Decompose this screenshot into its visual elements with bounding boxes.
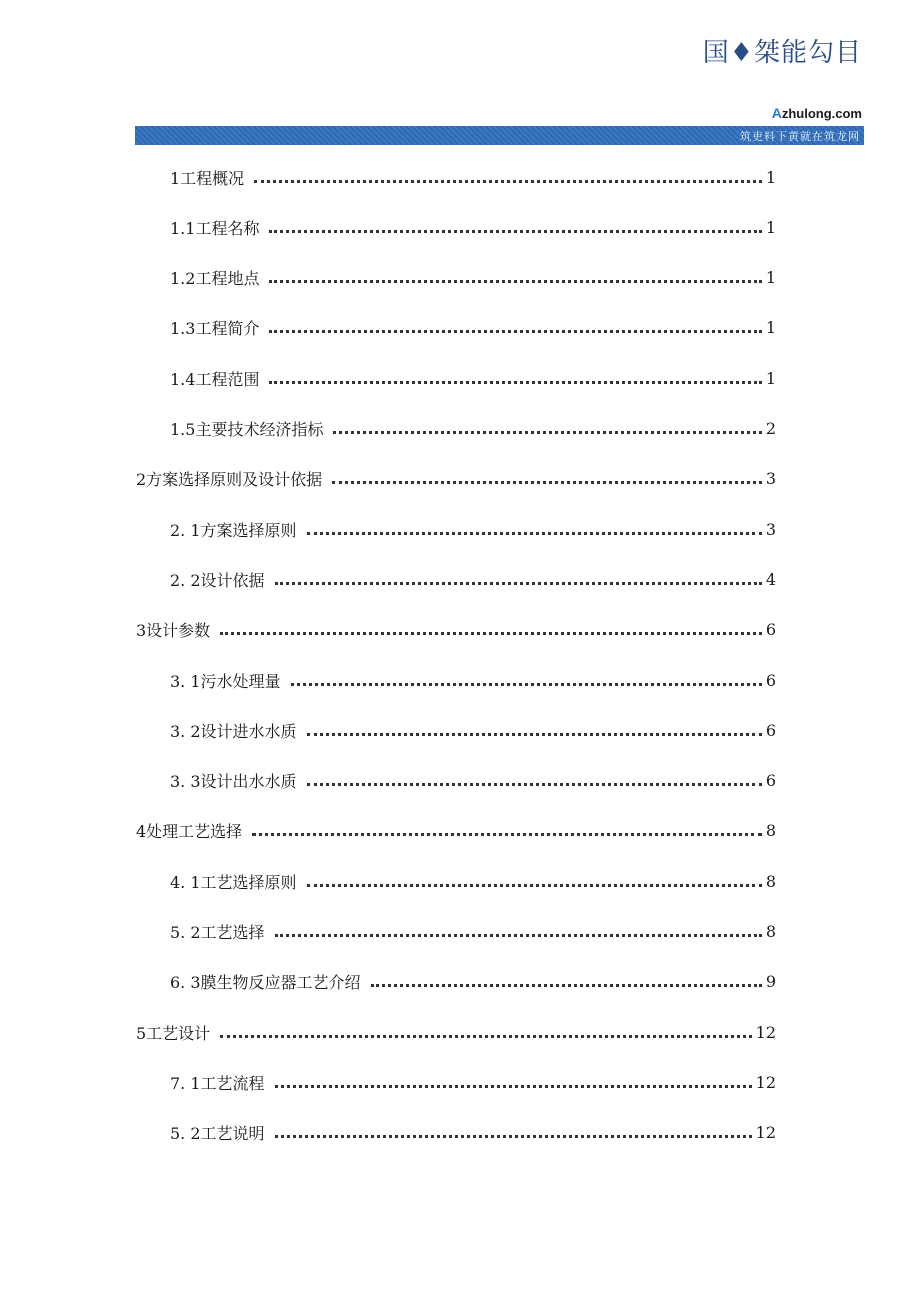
toc-entry[interactable]: [170, 766, 776, 796]
toc-entry[interactable]: [170, 263, 776, 293]
toc-entry-title: 4处理工艺选择: [136, 822, 243, 842]
toc-entry-page-number: 12: [755, 1022, 776, 1042]
toc-entry-page-number: 6: [765, 620, 776, 640]
toc-entry-page-number: 1: [765, 268, 776, 288]
toc-entry-title: 1工程概况: [170, 168, 245, 188]
toc-entry[interactable]: [170, 1067, 776, 1097]
toc-entry-page-number: 1: [765, 217, 776, 237]
toc-entry[interactable]: [136, 615, 776, 645]
toc-dot-leader: [291, 681, 762, 686]
toc-entry[interactable]: [170, 313, 776, 343]
toc-entry-title: 3. 1污水处理量: [170, 671, 281, 691]
toc-entry[interactable]: [136, 1017, 776, 1047]
toc-dot-leader: [275, 1133, 752, 1138]
toc-entry[interactable]: [170, 665, 776, 695]
toc-dot-leader: [254, 178, 762, 183]
toc-entry[interactable]: [170, 212, 776, 242]
toc-dot-leader: [333, 429, 761, 434]
toc-entry-title: 1.2工程地点: [170, 269, 260, 289]
toc-dot-leader: [269, 379, 761, 384]
toc-entry[interactable]: [170, 967, 776, 997]
toc-entry-title: 2. 1方案选择原则: [170, 520, 297, 540]
toc-entry[interactable]: [136, 464, 776, 494]
toc-entry-page-number: 6: [765, 771, 776, 791]
brand-logo-text: zhulong.com: [781, 106, 862, 121]
toc-dot-leader: [220, 1033, 751, 1038]
toc-entry-title: 5. 2工艺说明: [170, 1124, 265, 1144]
toc-dot-leader: [275, 580, 762, 585]
toc-entry-title: 2. 2设计依据: [170, 570, 265, 590]
banner-slogan: 筑吏料下黄就在筑龙网: [740, 130, 860, 143]
toc-dot-leader: [307, 731, 762, 736]
toc-entry-page-number: 12: [755, 1123, 776, 1143]
toc-dot-leader: [371, 982, 762, 987]
toc-entry[interactable]: [136, 816, 776, 846]
toc-entry-title: 1.1工程名称: [170, 218, 260, 238]
toc-dot-leader: [275, 1083, 752, 1088]
toc-dot-leader: [269, 228, 761, 233]
document-title: 国♦桀能勾目: [702, 38, 862, 68]
toc-entry-title: 7. 1工艺流程: [170, 1073, 265, 1093]
toc-entry-page-number: 3: [765, 519, 776, 539]
toc-entry[interactable]: [170, 162, 776, 192]
toc-entry-page-number: 12: [755, 1072, 776, 1092]
toc-entry-page-number: 8: [765, 922, 776, 941]
toc-dot-leader: [252, 831, 762, 836]
toc-entry-title: 1.4工程范围: [170, 369, 260, 389]
toc-entry-title: 4. 1工艺选择原则: [170, 872, 297, 892]
toc-entry-title: 2方案选择原则及设计依据: [136, 470, 323, 490]
toc-entry-title: 3. 2设计进水水质: [170, 721, 297, 741]
toc-entry-page-number: 1: [765, 318, 776, 338]
toc-entry-page-number: 3: [765, 469, 776, 489]
toc-entry-title: 3设计参数: [136, 621, 211, 641]
toc-entry-title: 5. 2工艺选择: [170, 923, 265, 942]
toc-entry-title: 3. 3设计出水水质: [170, 772, 297, 792]
toc-entry[interactable]: [170, 715, 776, 745]
toc-dot-leader: [275, 932, 762, 937]
toc-entry-page-number: 1: [765, 167, 776, 187]
brand-logo-letter: A: [771, 105, 782, 121]
toc-entry[interactable]: [170, 917, 776, 947]
toc-entry[interactable]: [170, 514, 776, 544]
toc-entry-title: 1.5主要技术经济指标: [170, 420, 324, 439]
toc-entry-page-number: 8: [765, 871, 776, 891]
toc-dot-leader: [332, 479, 762, 484]
toc-entry-page-number: 1: [765, 368, 776, 388]
toc-entry[interactable]: [170, 414, 776, 444]
toc-entry-title: 6. 3膜生物反应器工艺介绍: [170, 973, 361, 993]
toc-entry-page-number: 6: [765, 670, 776, 690]
toc-entry[interactable]: [170, 363, 776, 393]
toc-entry[interactable]: [170, 1118, 776, 1148]
toc-entry-page-number: 2: [765, 419, 776, 438]
toc-entry-page-number: 9: [765, 972, 776, 992]
brand-logo: [772, 105, 862, 121]
toc-dot-leader: [307, 781, 762, 786]
toc-entry-title: 1.3工程简介: [170, 319, 260, 339]
header-banner: [135, 126, 864, 145]
toc-dot-leader: [307, 882, 762, 887]
toc-entry-page-number: 6: [765, 720, 776, 740]
toc-dot-leader: [269, 328, 761, 333]
toc-entry-title: 5工艺设计: [136, 1023, 211, 1043]
toc-dot-leader: [269, 278, 761, 283]
toc-entry[interactable]: [170, 564, 776, 594]
toc-entry-page-number: 8: [765, 821, 776, 841]
toc-entry-page-number: 4: [765, 569, 776, 589]
toc-dot-leader: [307, 530, 762, 535]
toc-dot-leader: [220, 630, 762, 635]
toc-entry[interactable]: [170, 866, 776, 896]
